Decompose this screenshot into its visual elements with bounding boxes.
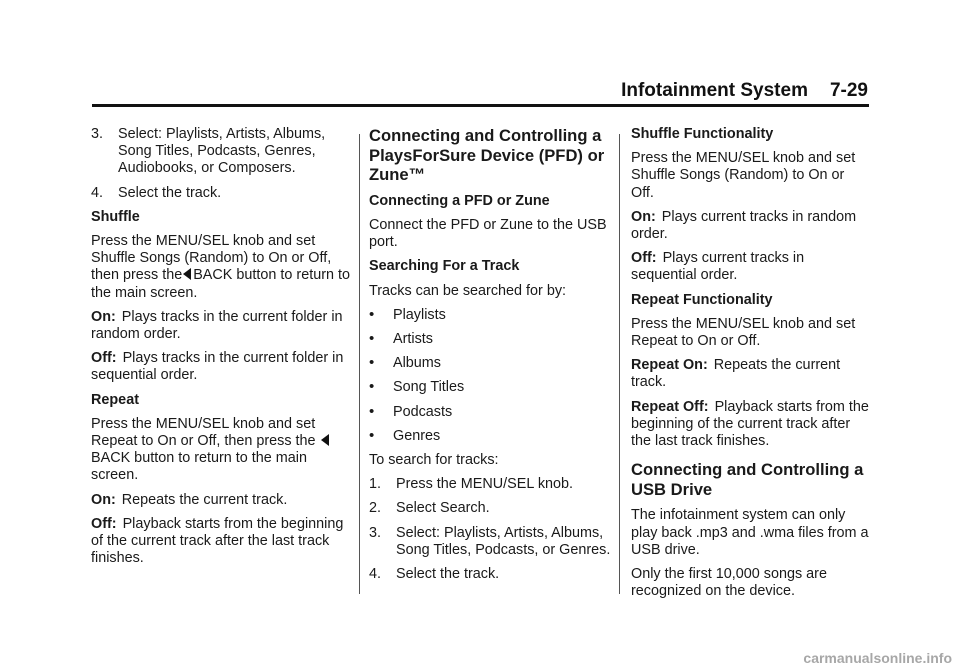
list-item: • Song Titles [369, 378, 465, 396]
list-item: • Playlists [369, 305, 446, 323]
back-arrow-icon [321, 434, 329, 446]
section-heading-usb: Connecting and Controlling a USB Drive [631, 460, 864, 499]
paragraph: Press the MENU/SEL knob and set Shuffle Songs (Random) to On or Off, then press the BACK button to return to the main screen. [91, 233, 350, 301]
column-1 [91, 126, 353, 574]
section-heading-pfd: Connecting and Controlling a PlaysForSure Device (PFD) or Zune™ [369, 126, 605, 185]
page-number: 7-29 [829, 80, 868, 101]
list-item: 2. Select Search. [369, 500, 490, 517]
paragraph: Off: Playback starts from the beginning of the current track after the last track finishes. [91, 515, 344, 567]
paragraph: Only the first 10,000 songs are recognized on the device. [631, 566, 827, 600]
paragraph: Off: Plays current tracks in sequential order. [631, 250, 805, 284]
subheading-repeat: Repeat [91, 391, 139, 408]
paragraph: Connect the PFD or Zune to the USB port. [369, 216, 607, 251]
paragraph: Tracks can be searched for by: [369, 282, 567, 299]
column-3 [631, 126, 871, 607]
paragraph: On: Plays current tracks in random order. [631, 208, 857, 243]
subheading-repeat-functionality: Repeat Functionality [631, 291, 773, 308]
header-rule [92, 104, 869, 107]
subheading-shuffle-functionality: Shuffle Functionality [631, 126, 774, 142]
subheading-shuffle: Shuffle [91, 208, 140, 225]
list-item: 3. Select: Playlists, Artists, Albums, Song Titles, Podcasts, or Genres. [369, 524, 611, 558]
section-title: Infotainment System [621, 80, 808, 101]
column-divider-1 [359, 134, 360, 594]
paragraph: Repeat Off: Playback starts from the beginning of the current track after the last track finishes. [631, 398, 869, 450]
subheading-connecting: Connecting a PFD or Zune [369, 192, 550, 209]
list-item: 3. Select: Playlists, Artists, Albums, Song Titles, Podcasts, Genres, Audiobooks, or Composers. [91, 126, 326, 177]
paragraph: Press the MENU/SEL knob and set Shuffle Songs (Random) to On or Off. [631, 150, 856, 201]
list-item: 1. Press the MENU/SEL knob. [369, 476, 574, 493]
page-header [92, 80, 868, 102]
paragraph: Off: Plays tracks in the current folder in sequential order. [91, 350, 344, 384]
paragraph: Press the MENU/SEL knob and set Repeat to On or Off. [631, 315, 856, 350]
list-item: 4. Select the track. [369, 566, 500, 583]
paragraph: Repeat On: Repeats the current track. [631, 357, 841, 391]
list-item: • Albums [369, 354, 441, 372]
list-item: • Podcasts [369, 402, 453, 420]
list-item: 4. Select the track. [91, 184, 222, 201]
column-2 [369, 126, 617, 590]
paragraph: To search for tracks: [369, 452, 499, 469]
paragraph: The infotainment system can only play back .mp3 and .wma files from a USB drive. [631, 507, 869, 558]
paragraph: Press the MENU/SEL knob and set Repeat to On or Off, then press the BACK button to return to the main screen. [91, 416, 353, 485]
back-arrow-icon [183, 268, 191, 280]
paragraph: On: Plays tracks in the current folder in random order. [91, 308, 343, 343]
subheading-searching: Searching For a Track [369, 258, 520, 275]
watermark: carmanualsonline.info [803, 650, 952, 666]
paragraph: On: Repeats the current track. [91, 491, 288, 508]
list-item: • Artists [369, 330, 433, 347]
list-item: • Genres [369, 426, 441, 444]
column-divider-2 [619, 134, 620, 594]
